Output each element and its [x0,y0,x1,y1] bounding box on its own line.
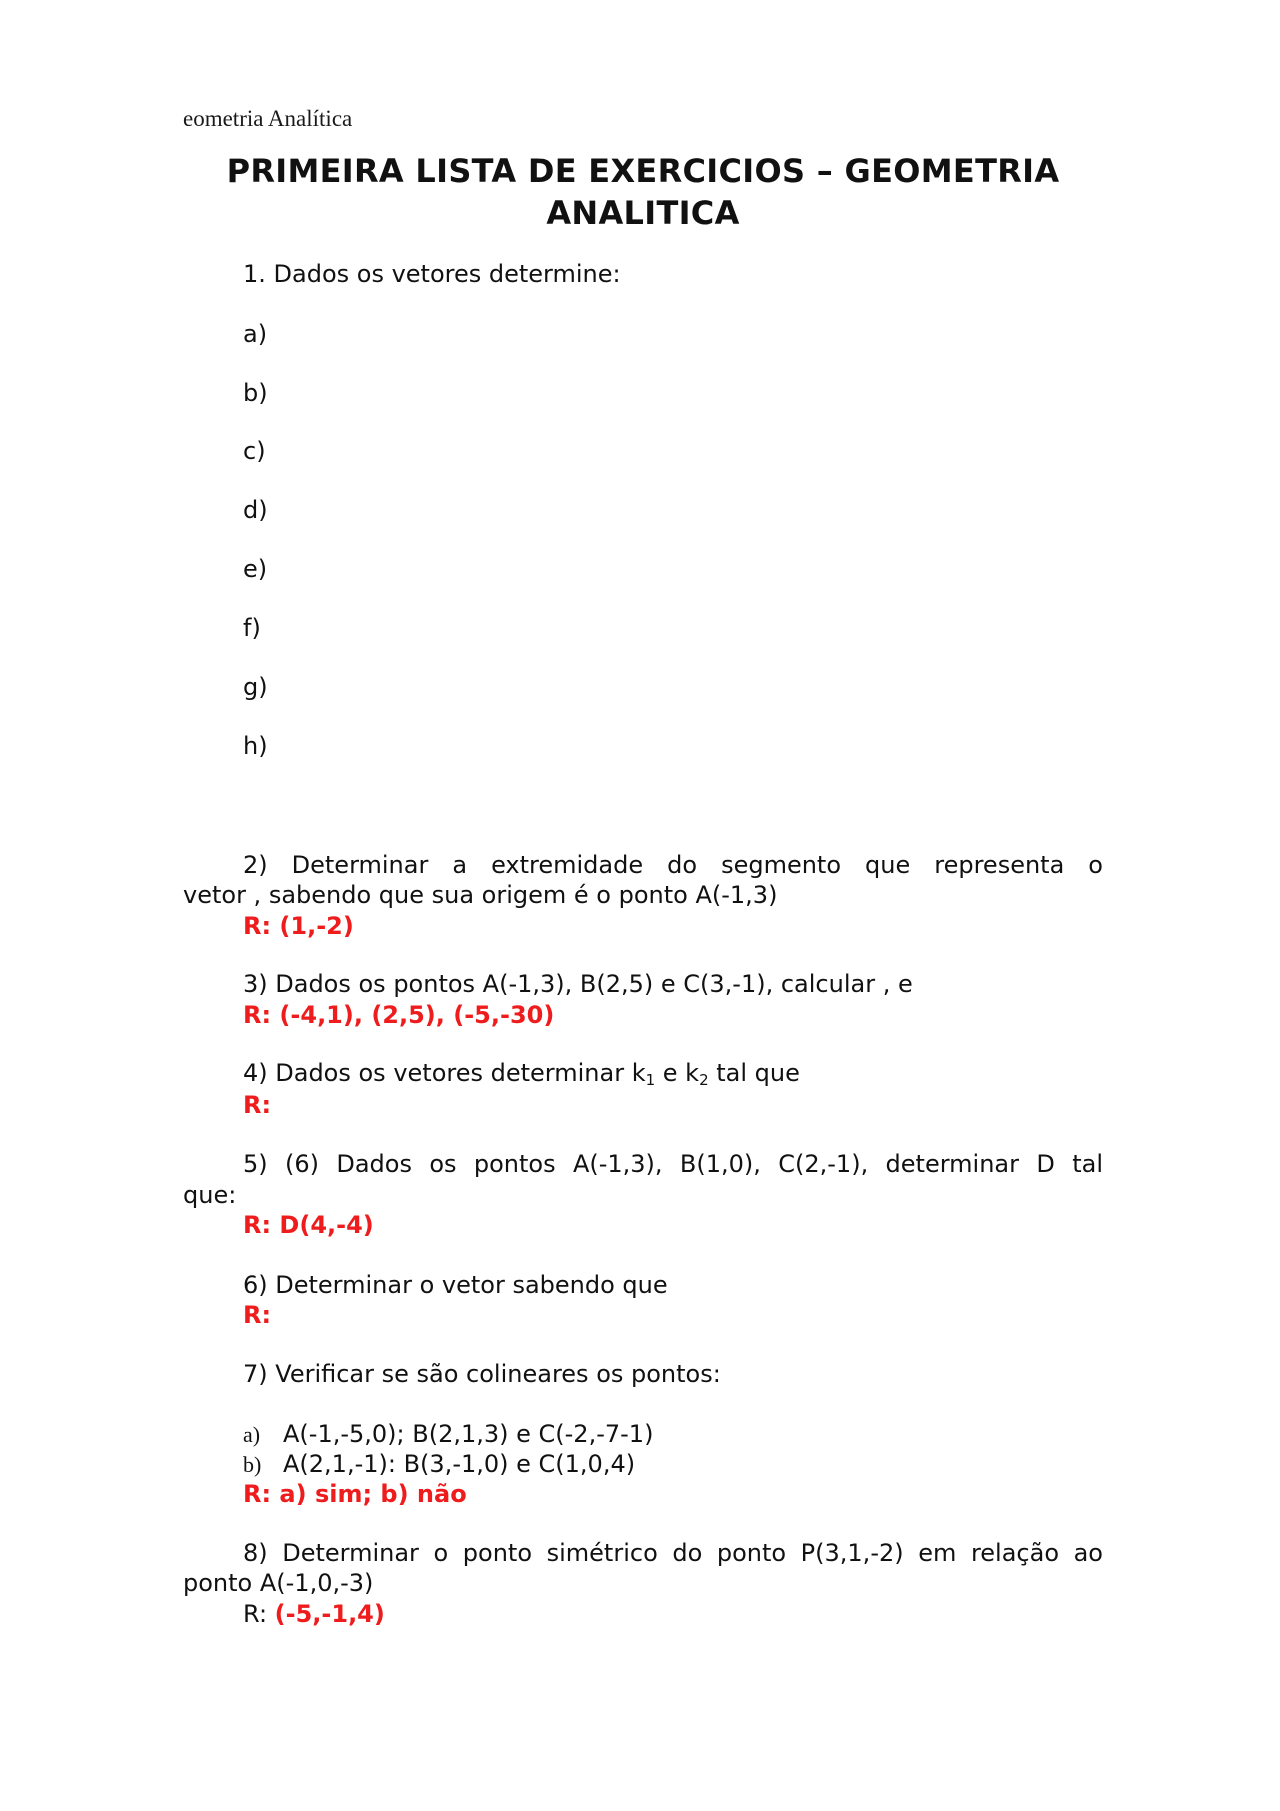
question-3-answer: R: (-4,1), (2,5), (-5,-30) [243,1001,555,1029]
question-2-answer: R: (1,-2) [243,912,354,940]
question-6-text: 6) Determinar o vetor sabendo que [243,1271,668,1299]
question-1-item-a: a) [243,320,268,348]
question-1-item-e: e) [243,555,268,583]
question-5-line-2: que: [183,1181,237,1209]
question-7-item-a [243,1419,653,1450]
question-2-line-1: 2) Determinar a extremidade do segmento que representa o [243,851,1103,879]
question-7-item-b-text: A(2,1,-1): B(3,-1,0) e C(1,0,4) [283,1450,636,1478]
question-4-answer: R: [243,1091,272,1119]
question-5-line-1: 5) (6) Dados os pontos A(-1,3), B(1,0), C(2,-1), determinar D tal [243,1150,1103,1178]
question-2-line-2: vetor , sabendo que sua origem é o ponto A(-1,3) [183,881,778,909]
question-5-answer: R: D(4,-4) [243,1211,374,1239]
question-1-item-h: h) [243,732,268,760]
question-1-item-d: d) [243,496,268,524]
question-8-line-2: ponto A(-1,0,-3) [183,1569,374,1597]
question-3-text: 3) Dados os pontos A(-1,3), B(2,5) e C(3,-1), calcular , e [243,970,913,998]
question-8-answer-value: (-5,-1,4) [274,1600,385,1628]
question-4-text-a: 4) Dados os vetores determinar k [243,1059,646,1087]
question-8-answer [243,1599,385,1629]
question-7-item-b-marker: b) [243,1452,262,1477]
page-title: PRIMEIRA LISTA DE EXERCICIOS – GEOMETRIA ANALITICA [226,152,1060,232]
question-8-line-1: 8) Determinar o ponto simétrico do ponto P(3,1,-2) em relação ao [243,1539,1103,1567]
question-1-item-c: c) [243,437,266,465]
question-7-text: 7) Verificar se são colineares os pontos: [243,1360,721,1388]
question-7-answer: R: a) sim; b) não [243,1480,467,1508]
question-1-item-f: f) [243,614,261,642]
question-4-sub-1: 1 [645,1071,656,1089]
question-1-text: 1. Dados os vetores determine: [243,260,621,288]
question-4-text [183,1058,1103,1095]
question-7-item-a-text: A(-1,-5,0); B(2,1,3) e C(-2,-7-1) [283,1420,654,1448]
question-7-item-b [243,1449,635,1480]
question-1-item-g: g) [243,673,268,701]
question-4-sub-2: 2 [699,1071,709,1089]
question-6-answer: R: [243,1301,272,1329]
question-8-answer-label: R: [243,1600,275,1628]
running-header: eometria Analítica [183,106,353,131]
question-4-text-b: e k [655,1059,700,1087]
question-1-item-b: b) [243,379,268,407]
question-4-text-c: tal que [708,1059,800,1087]
question-7-item-a-marker: a) [243,1422,261,1447]
